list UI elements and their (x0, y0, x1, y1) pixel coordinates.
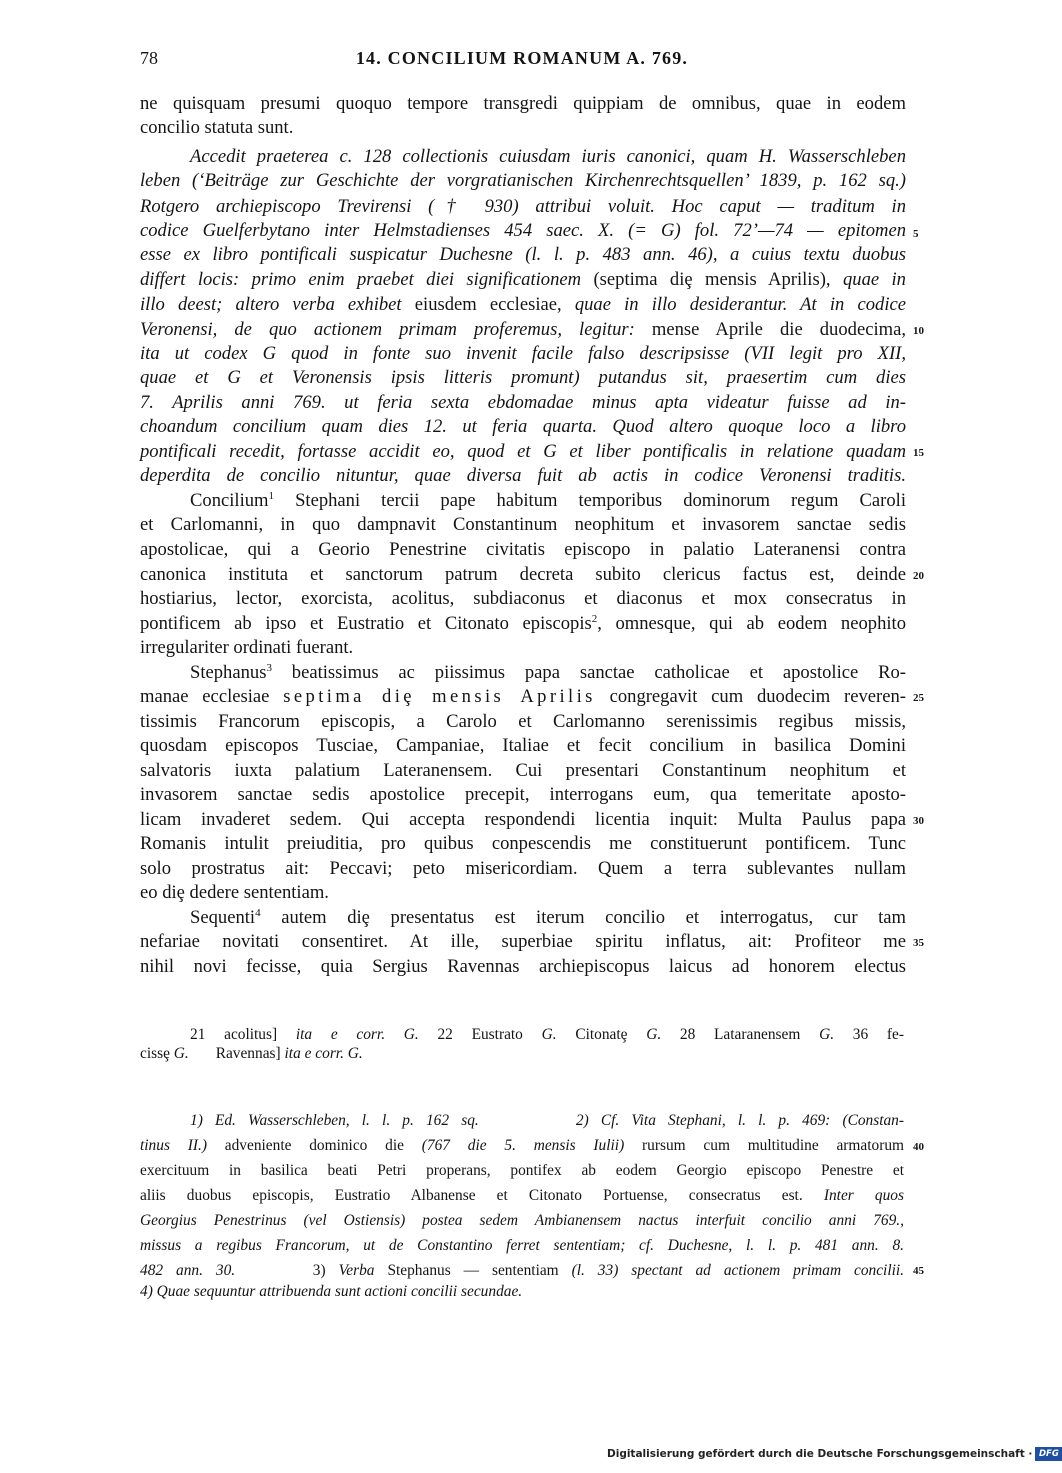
text-span: Ravennas] (215, 1045, 281, 1062)
footnote-ref: 2 (591, 612, 598, 625)
text-span: Stephanus (190, 662, 267, 683)
text-line: Rotgero archiepiscopo Trevirensi († 930) attribui voluit. Hoc caput — traditum in (140, 196, 906, 217)
text-span: ita e corr. G. (295, 1026, 419, 1043)
text-span: G. (646, 1026, 662, 1043)
line-number: 45 (913, 1265, 924, 1277)
line-number: 10 (913, 325, 924, 337)
text-span: tinus II.) (140, 1137, 207, 1154)
text-line (190, 906, 906, 930)
funding-text: Digitalisierung gefördert durch die Deutsche Forschungsgemeinschaft · (607, 1448, 1033, 1460)
text-span: autem diȩ presentatus est iterum concilio et interrogatus, cur tam (281, 907, 906, 928)
spaced-text: septima diȩ mensis Aprilis (283, 686, 596, 707)
text-line: choandum concilium quam dies 12. ut feria quarta. Quod altero quoque loco a libro (140, 416, 906, 437)
text-line: quosdam episcopos Tusciae, Campaniae, Italiae et fecit concilium in basilica Domini (140, 735, 906, 756)
text-line (140, 612, 906, 636)
footnote-ref: 3 (266, 661, 272, 674)
text-line: salvatoris iuxta palatium Lateranensem. Cui presentari Constantinum neophitum et (140, 760, 906, 781)
text-span: G. (541, 1026, 557, 1043)
text-line: Romanis intulit preiuditia, pro quibus conpescendis me constituerunt pontificem. Tunc (140, 833, 906, 854)
dfg-logo: DFG (1035, 1447, 1062, 1461)
text-span: beatissimus ac piissimus papa sanctae catholicae et apostolice Ro- (291, 662, 906, 683)
text-span: rursum cum multitudine armatorum (642, 1137, 904, 1154)
page-number: 78 (140, 48, 158, 68)
text-span: differt locis: primo enim praebet diei significationem (140, 269, 582, 290)
text-span: Verba (338, 1262, 375, 1279)
text-line (140, 293, 906, 317)
line-number: 35 (913, 937, 924, 949)
text-span: eiusdem ecclesiae, (414, 294, 562, 315)
text-line: licam invaderet sedem. Qui accepta respondendi licentia inquit: Multa Paulus papa (140, 809, 906, 830)
running-title: 14. CONCILIUM ROMANUM A. 769. (355, 48, 689, 68)
text-span: (767 die 5. mensis Iulii) (421, 1137, 625, 1154)
text-span: manae ecclesiae (140, 686, 270, 707)
text-line: canonica instituta et sanctorum patrum decreta subito clericus factus est, deinde (140, 564, 906, 585)
text-span: (septima diȩ mensis Aprilis), (593, 269, 831, 290)
text-span: 36 fe- (852, 1026, 904, 1043)
apparatus-line (190, 1025, 904, 1045)
footnote-ref: 4 (255, 906, 261, 919)
text-span: 482 ann. 30. (140, 1262, 236, 1279)
text-line: nefariae novitati consentiret. At ille, superbiae spiritu inflatus, ait: Profiteor me (140, 931, 906, 952)
text-span: 28 Lataranensem (679, 1026, 801, 1043)
text-line: 7. Aprilis anni 769. ut feria sexta ebdomadae minus apta videatur fuisse ad in- (140, 392, 906, 413)
text-span: G. (819, 1026, 835, 1043)
text-span: mense Aprile die duodecima, (651, 319, 906, 340)
funding-footer (607, 1447, 1062, 1461)
text-span: Stephani tercii pape habitum temporibus dominorum regum Caroli (295, 490, 907, 511)
text-span: Inter quos (823, 1187, 904, 1204)
footnote-line: missus a regibus Francorum, ut de Constantino ferret sententiam; cf. Duchesne, l. l. p. 481 ann. 8. (140, 1237, 904, 1254)
text-span: Sequenti (190, 907, 256, 928)
text-line (140, 268, 906, 292)
text-line: irregulariter ordinati fuerant. (140, 637, 354, 658)
footnote-line (140, 1186, 904, 1206)
text-line: leben (‘Beiträge zur Geschichte der vorgratianischen Kirchenrechtsquellen’ 1839, p. 162 sq.) (140, 170, 906, 191)
footnote-line: 4) Quae sequuntur attribuenda sunt actioni concilii secundae. (140, 1283, 523, 1300)
text-span: Stephanus — sententiam (387, 1262, 559, 1279)
text-span: quae in illo desiderantur. At in codice (574, 294, 907, 315)
text-span: 2) Cf. Vita Stephani, l. l. p. 469: (Constan- (575, 1112, 905, 1129)
text-line: esse ex libro pontificali suspicatur Duchesne (l. l. p. 483 ann. 46), a cuius textu duobus (140, 244, 906, 265)
text-line (190, 489, 906, 513)
text-span: (l. 33) spectant ad actionem primam concilii. (571, 1262, 905, 1279)
footnote-line: Georgius Penestrinus (vel Ostiensis) postea sedem Ambianensem nactus interfuit concilio anni 769., (140, 1212, 904, 1229)
text-span: 3) (312, 1262, 326, 1279)
text-span: , omnesque, qui ab eodem neophito (597, 613, 906, 634)
text-line (140, 318, 906, 342)
footnote-line (140, 1261, 904, 1281)
line-number: 5 (913, 228, 919, 240)
text-span: G. (173, 1045, 189, 1062)
text-line: hostiarius, lector, exorcista, acolitus, subdiaconus et diaconus et mox consecratus in (140, 588, 906, 609)
text-span: Citonatȩ (575, 1026, 628, 1043)
text-line: pontificali recedit, fortasse accidit eo, quod et G et liber pontificalis in relatione quadam (140, 441, 906, 462)
text-line: et Carlomanni, in quo dampnavit Constantinum neophitum et invasorem sanctae sedis (140, 514, 906, 535)
text-line: ne quisquam presumi quoquo tempore transgredi quippiam de omnibus, quae in eodem (140, 93, 906, 114)
footnote-line (140, 1136, 904, 1156)
line-number: 40 (913, 1141, 924, 1153)
text-line: nihil novi fecisse, quia Sergius Ravennas archiepiscopus laicus ad honorem electus (140, 956, 906, 977)
line-number: 20 (913, 570, 924, 582)
text-span: Veronensi, de quo actionem primam proferemus, legitur: (140, 319, 635, 340)
text-line: deperdita de concilio nituntur, quae diversa fuit ab actis in codice Veronensi traditis. (140, 465, 906, 486)
text-span: adveniente dominico die (224, 1137, 404, 1154)
text-span: congregavit cum duodecim reveren- (609, 686, 906, 707)
text-line: eo diȩ dedere sententiam. (140, 882, 329, 903)
text-span: cissȩ (140, 1045, 170, 1062)
text-line: Accedit praeterea c. 128 collectionis cuiusdam iuris canonici, quam H. Wasserschleben (190, 146, 906, 167)
text-span: 22 Eustrato (437, 1026, 523, 1043)
footnote-line: exercituum in basilica beati Petri properans, pontifex ab eodem Georgio episcopo Penestre et (140, 1162, 904, 1179)
text-span: ita e corr. G. (284, 1045, 363, 1062)
text-line: apostolicae, qui a Georio Penestrine civitatis episcopo in palatio Lateranensi contra (140, 539, 906, 560)
line-number: 25 (913, 692, 924, 704)
line-number: 30 (913, 815, 924, 827)
line-number: 15 (913, 447, 924, 459)
text-line: solo prostratus ait: Peccavi; peto misericordiam. Quem a terra sublevantes nullam (140, 858, 906, 879)
text-line: quae et G et Veronensis ipsis litteris promunt) putandus sit, praesertim cum dies (140, 367, 906, 388)
text-span: 21 acolitus] (190, 1026, 278, 1043)
text-span: 1) Ed. Wasserschleben, l. l. p. 162 sq. (190, 1112, 479, 1129)
text-line: concilio statuta sunt. (140, 117, 294, 138)
text-line: ita ut codex G quod in fonte suo invenit facile falso descripsisse (VII legit pro XII, (140, 343, 906, 364)
text-line: tissimis Francorum episcopis, a Carolo et Carlomanno serenissimis regibus missis, (140, 711, 906, 732)
text-line: codice Guelferbytano inter Helmstadienses 454 saec. X. (= G) fol. 72’—74 — epitomen (140, 220, 906, 241)
text-line (140, 685, 906, 709)
text-span: illo deest; altero verba exhibet (140, 294, 402, 315)
apparatus-line (140, 1044, 904, 1064)
text-span: Concilium (190, 490, 269, 511)
running-header (140, 48, 904, 78)
text-span: quae in (842, 269, 906, 290)
text-span: aliis duobus episcopis, Eustratio Albanense et Citonato Portuense, consecratus est. (140, 1187, 803, 1204)
footnote-line (190, 1111, 904, 1131)
text-line (190, 661, 906, 685)
text-span: pontificem ab ipso et Eustratio et Citonato episcopis (140, 613, 592, 634)
footnote-ref: 1 (268, 489, 275, 502)
text-line: invasorem sanctae sedis apostolice precepit, interrogans eum, qua temeritate aposto- (140, 784, 906, 805)
